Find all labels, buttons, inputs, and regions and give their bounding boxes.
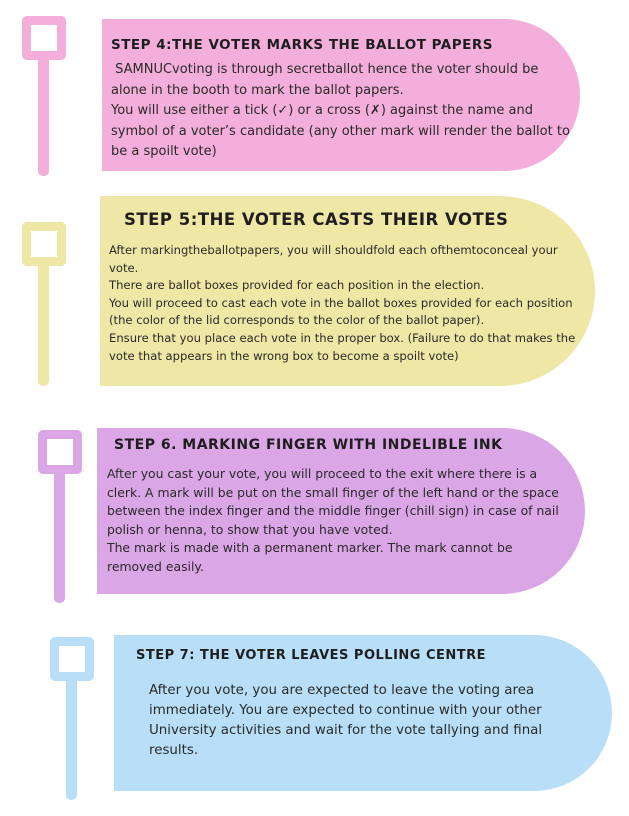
step-4-line-1: SAMNUCvoting is through secretballot hence the voter should be alone in the booth to mark the ballot papers. (111, 62, 543, 98)
step-5-line-2: There are ballot boxes provided for each position in the election. (109, 278, 485, 293)
step-5-line-3: You will proceed to cast each vote in the ballot boxes provided for each position (the color of the lid corresponds to the color of the ballot paper). (109, 295, 573, 328)
step-7 (0, 615, 629, 816)
step-7-title: STEP 7: THE VOTER LEAVES POLLING CENTRE (136, 648, 487, 663)
step-5-card (100, 196, 595, 386)
step-5-body (109, 242, 579, 365)
pushpin-icon (20, 14, 68, 179)
step-7-line-1: After you vote, you are expected to leave the voting area immediately. You are expected to continue with your other University activities and wait for the vote tallying and final results. (149, 683, 543, 758)
step-5-line-1: After markingtheballotpapers, you will shouldfold each ofthemtoconceal your vote. (109, 243, 558, 275)
step-6-body (107, 465, 569, 577)
pushpin-icon (48, 635, 96, 805)
step-6 (0, 420, 629, 610)
step-6-line-1: After you cast your vote, you will proceed to the exit where there is a clerk. A mark will be put on the small finger of the left hand or the space between the index finger and the middle finger (chill sign) in case of nail polish or henna, to show that you have voted. (107, 466, 559, 537)
step-7-card (114, 635, 612, 791)
pushpin-icon (36, 428, 84, 608)
step-6-title: STEP 6. MARKING FINGER WITH INDELIBLE INK (114, 437, 503, 453)
step-4-body (111, 60, 571, 163)
step-4-title: STEP 4:THE VOTER MARKS THE BALLOT PAPERS (111, 37, 493, 53)
step-6-card (97, 428, 585, 594)
step-4-line-2: You will use either a tick (✓) or a cross (✗) against the name and symbol of a voter’s candidate (any other mark will render the ballot to be a spoilt vote) (111, 103, 570, 159)
step-5-title: STEP 5:THE VOTER CASTS THEIR VOTES (124, 210, 509, 229)
step-4-card (102, 19, 580, 171)
step-7-body (149, 681, 544, 761)
step-5 (0, 190, 629, 400)
step-4 (0, 0, 629, 190)
pushpin-icon (20, 220, 68, 390)
step-5-line-4: Ensure that you place each vote in the proper box. (Failure to do that makes the vote that appears in the wrong box to become a spoilt vote) (109, 330, 576, 363)
step-6-line-2: The mark is made with a permanent marker. The mark cannot be removed easily. (107, 540, 513, 574)
